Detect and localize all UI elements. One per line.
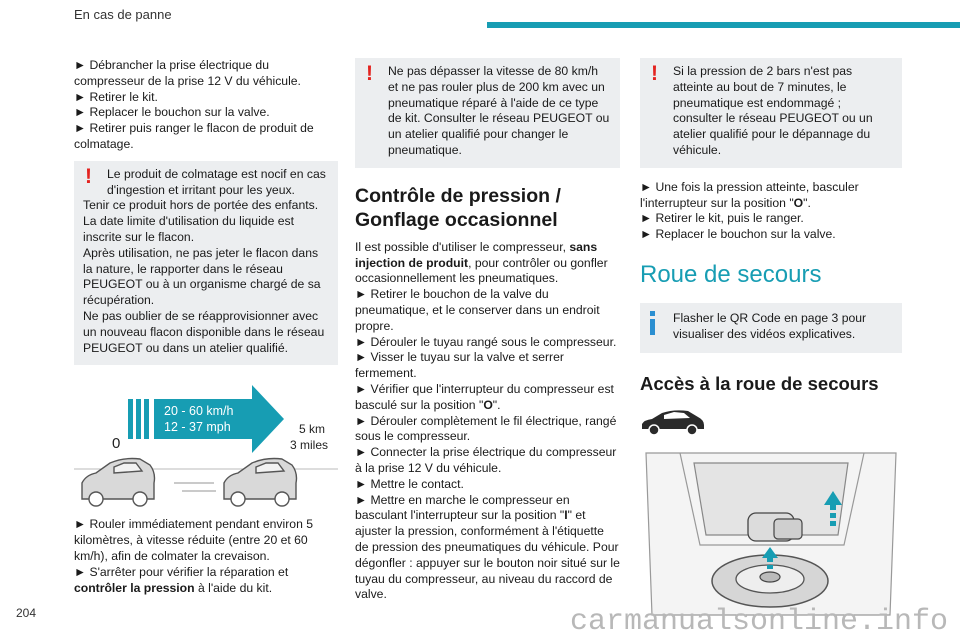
distance-km-label: 5 km [299,422,326,437]
distance-miles-label: 3 miles [290,438,329,453]
intro-paragraph [355,240,620,287]
step-text: ► Mettre en marche le compresseur en basculant l'interrupteur sur la position " [355,492,570,523]
column-2 [355,58,620,603]
car-left-drawing [82,459,155,507]
warning-box-pressure [640,58,902,168]
section-heading-pressure: Contrôle de pression / Gonflage occasionnel [355,184,561,231]
warning-line: Le produit de colmatage est nocif en cas d'ingestion et irritant pour les yeux. [107,166,326,197]
column-1 [74,58,338,596]
step-text: ". [492,397,501,412]
watermark: carmanualsonline.info [569,605,948,639]
step-check-pressure [74,565,338,597]
step-replace-cap: ► Replacer le bouchon sur la valve. [74,105,270,120]
step-unroll-hose: ► Dérouler le tuyau rangé sous le compresseur. [355,334,617,349]
step-screw-hose: ► Visser le tuyau sur la valve et serrer fermement. [355,350,564,381]
step-bold-text: O [793,195,804,210]
section-title-spare-wheel: Roue de secours [640,260,822,288]
speed-kmh-label: 20 - 60 km/h [164,404,234,419]
step-remove-store-kit: ► Retirer le kit, puis le ranger. [640,211,804,226]
warning-line: Ne pas oublier de se réapprovisionner avec un nouveau flacon disponible dans le réseau PEUGEOT ou dans un atelier qualifié. [83,308,325,355]
step-check-switch-off [355,382,620,414]
step-unplug: ► Débrancher la prise électrique du compresseur de la prise 12 V du véhicule. [74,58,301,88]
page-number: 204 [16,606,37,620]
step-start-compressor [355,493,620,604]
step-drive: ► Rouler immédiatement pendant environ 5 kilomètres, à vitesse réduite (entre 20 et 60 km/h), afin de colmater la crevaison. [74,517,314,563]
step-ignition-on: ► Mettre le contact. [355,476,464,491]
intro-bold-text: sans injection de produit [355,239,598,270]
intro-text: Il est possible d'utiliser le compresseur, [355,239,570,254]
speed-distance-graphic [74,379,338,509]
warning-line: La date limite d'utilisation du liquide est inscrite sur le flacon. [83,214,294,244]
warning-exclamation-icon: ! [651,62,658,85]
warning-line: Après utilisation, ne pas jeter le flacon dans la nature, le rapporter dans le réseau PEUGEOT ou à un organisme chargé de sa récupération. [83,245,321,308]
step-text: ". [803,195,811,210]
step-connect-plug: ► Connecter la prise électrique du compresseur à la prise 12 V du véhicule. [355,445,617,475]
warning-box-speed [355,58,620,168]
step-replace-valve-cap: ► Replacer le bouchon sur la valve. [640,227,836,242]
step-unroll-cable: ► Dérouler complètement le fil électrique, rangé sous le compresseur. [355,413,617,444]
warning-exclamation-icon: ! [85,164,92,188]
spare-wheel-illustration [640,449,902,619]
step-text: à l'aide du kit. [194,580,273,595]
step-text: " et ajuster la pression, conformément à l'étiquette de pression des pneumatiques du véhicule. Pour dégonfler : appuyer sur le bouton noir situé sur le tuyau du compresseur, au niveau du raccord de valve. [355,508,620,602]
speed-distance-illustration [74,379,338,509]
warning-exclamation-icon: ! [366,62,373,85]
step-store-bottle: ► Retirer puis ranger le flacon de produit de colmatage. [74,121,314,151]
speed-mph-label: 12 - 37 mph [164,420,231,435]
step-text: ► Une fois la pression atteinte, basculer l'interrupteur sur la position " [640,179,859,210]
warning-box-sealant [74,161,338,366]
warning-text: Ne pas dépasser la vitesse de 80 km/h et ne pas rouler plus de 200 km avec un pneumatique réparé à l'aide de ce type de kit. Consulter le réseau PEUGEOT ou un atelier qualifié pour changer le pneumatique. [388,64,610,157]
step-bold-text: I [564,508,568,523]
info-text: Flasher le QR Code en page 3 pour visualiser des vidéos explicatives. [673,310,867,341]
step-text: ► Vérifier que l'interrupteur du compresseur est basculé sur la position " [355,381,614,412]
step-switch-off [640,180,902,212]
intro-text: , pour contrôler ou gonfler occasionnellement les pneumatiques. [355,255,608,286]
step-text: ► S'arrêter pour vérifier la réparation et [74,564,289,579]
info-icon [650,311,655,335]
header-accent-bar [487,22,960,28]
step-bold-text: O [483,397,493,412]
car-silhouette-icon [640,409,706,437]
step-remove-kit: ► Retirer le kit. [74,89,158,104]
column-3 [640,58,902,619]
subheading-spare-access: Accès à la roue de secours [640,372,879,394]
zero-label: 0 [112,435,121,453]
step-bold-text: contrôler la pression [74,580,195,595]
warning-text: Si la pression de 2 bars n'est pas atteinte au bout de 7 minutes, le pneumatique est endommagé ; consulter le réseau PEUGEOT ou un atelier qualifié pour le dépannage du véhicule. [673,64,873,157]
running-header: En cas de panne [74,7,172,22]
info-box-qr [640,303,902,353]
warning-line: Tenir ce produit hors de portée des enfants. [83,198,319,213]
car-right-drawing [224,459,297,507]
step-remove-valve-cap: ► Retirer le bouchon de la valve du pneumatique, et le conserver dans un endroit propre. [355,287,600,333]
